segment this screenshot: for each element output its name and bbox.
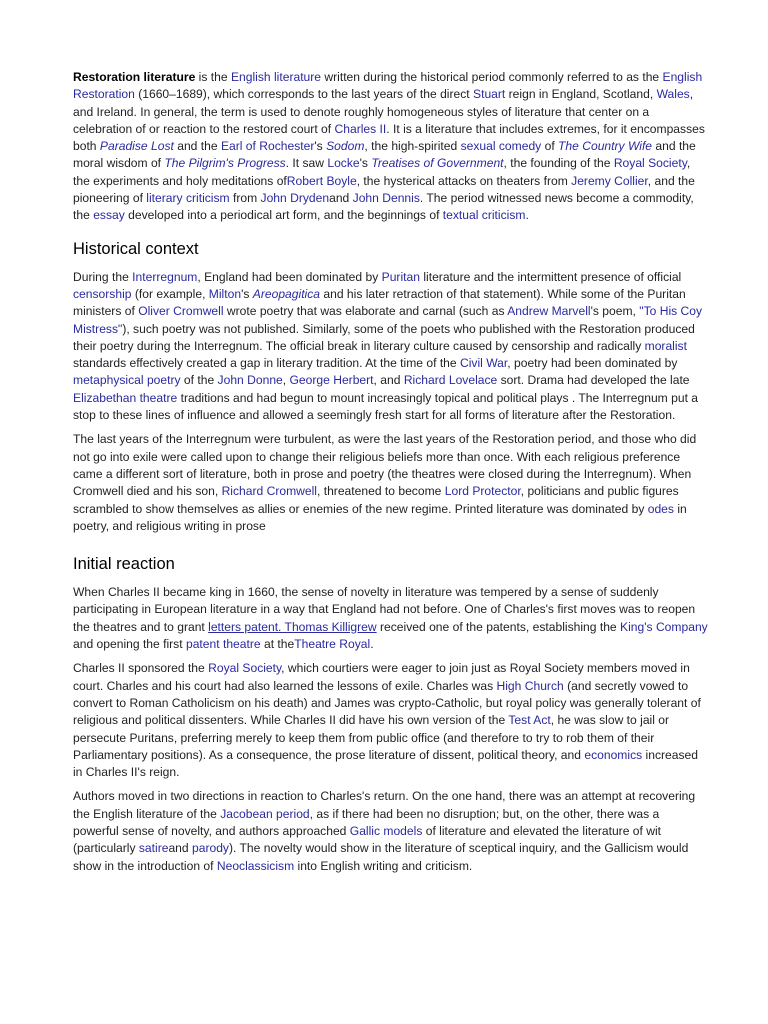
text: increased in Charles II's reign. (73, 747, 698, 780)
link-robert-boyle[interactable]: Robert Boyle (286, 173, 357, 188)
link-areopagitica[interactable] (253, 287, 320, 301)
text: The last years of the Interregnum were turbulent, as were the last years of the Restoration period, and those who did not go into exile were called upon to change their religious beliefs more than once. With each religious preference came a different sort of literature, both in prose and poetry (the theatres were closed during the Interregnum). When Cromwell died and his son, (73, 432, 697, 499)
text: and (329, 191, 353, 206)
text: wrote poetry that was elaborate and carnal (such as (223, 304, 508, 319)
link-john-dennis[interactable]: John Dennis (352, 191, 420, 206)
text: , England had been dominated by (197, 269, 382, 284)
text: and his later retraction of that statement). While some of the Puritan ministers of (73, 286, 686, 319)
text: , threatened to become (317, 484, 445, 499)
link-text: The Pilgrim's Progress (164, 156, 286, 171)
historical-paragraph-2 (73, 431, 708, 535)
link-text: Sodom (326, 139, 365, 154)
text: , and the pioneering of (73, 173, 695, 206)
link-censorship[interactable]: censorship (73, 286, 132, 301)
text: in poetry, and religious writing in prose (73, 501, 687, 533)
text: , as if there had been no disruption; but, on the other, there was a powerful sense of novelty, and authors approached (73, 806, 660, 838)
link-neoclassicism[interactable]: Neoclassicism (216, 858, 295, 873)
historical-paragraph-1 (73, 269, 708, 425)
link-test-act[interactable]: Test Act (508, 713, 551, 728)
text: of (541, 139, 559, 154)
link-sexual-comedy[interactable]: sexual comedy (460, 139, 542, 154)
text: . The period witnessed news become a commodity, the (73, 191, 694, 223)
text: . (370, 637, 374, 652)
text: received one of the patents, establishing the (376, 619, 621, 634)
link-to-his-coy-mistress[interactable]: "To His Coy Mistress" (73, 304, 703, 336)
text: , the high-spirited (364, 139, 461, 154)
link-satire[interactable]: satire (138, 841, 169, 856)
text: Authors moved in two directions in reaction to Charles's return. On the one hand, there was an attempt at recovering the English literature of the (73, 789, 696, 821)
link-parody[interactable]: parody (192, 841, 229, 856)
link-charles-ii[interactable]: Charles II (334, 121, 387, 136)
text: and the (173, 139, 221, 154)
text: , poetry had been dominated by (507, 356, 678, 371)
link-treatises-of-government[interactable] (371, 156, 503, 170)
text: written during the historical period commonly referred to as the (321, 70, 663, 84)
text: traditions and had begun to mount increasingly topical and political plays . The Interregnum put a stop to these lines of influence and allowed a seemingly fresh start for all forms of literature after the Restoration. (73, 390, 699, 423)
text: developed into a periodical art form, and the beginnings of (124, 208, 443, 223)
text: of the (180, 373, 218, 388)
text: is the (195, 70, 231, 84)
text: . (525, 208, 529, 223)
initial-paragraph-3 (73, 788, 708, 874)
text: , the founding of the (503, 156, 614, 171)
text: . It saw (285, 156, 328, 171)
text: 's (359, 156, 372, 171)
text: literature and the intermittent presence of official (419, 269, 682, 284)
link-kings-company[interactable]: King's Company (620, 619, 708, 634)
link-text: Areopagitica (252, 286, 321, 301)
link-letters-patent-thomas-killigrew[interactable]: letters patent. Thomas Killigrew (208, 619, 377, 634)
link-jeremy-collier[interactable]: Jeremy Collier (571, 173, 648, 188)
link-gallic-models[interactable]: Gallic models (349, 823, 423, 838)
link-earl-of-rochester[interactable]: Earl of Rochester (220, 139, 315, 154)
article-subject: Restoration literature (73, 70, 196, 84)
link-high-church[interactable]: High Church (496, 678, 564, 693)
text: and opening the first (73, 637, 186, 652)
link-text: Treatises of Government (371, 156, 504, 171)
link-patent-theatre[interactable]: patent theatre (185, 637, 261, 652)
text: and (168, 841, 192, 856)
text: When Charles II became king in 1660, the sense of novelty in literature was tempered by a sense of suddenly participating in European literature in a way that England had not before. One of Charles's first moves was to reopen the theatres and to grant (73, 585, 696, 634)
text: 's (314, 139, 327, 154)
link-economics[interactable]: economics (584, 747, 643, 762)
link-essay[interactable]: essay (93, 208, 125, 223)
link-english-literature[interactable]: English literature (230, 70, 322, 84)
text: ), such poetry was not published. Similarly, some of the poets who published with the Restoration produced their poetry during the Interregnum. The official break in literary culture caused by censorship and radically (73, 321, 695, 353)
link-odes[interactable]: odes (647, 501, 674, 516)
text: 's (241, 286, 253, 301)
text: of literature and elevated the literature of wit (particularly (73, 823, 662, 856)
link-george-herbert[interactable]: George Herbert (289, 373, 374, 388)
link-sodom[interactable] (326, 139, 364, 153)
text: , politicians and public figures scrambled to show themselves as allies or enemies of the new regime. Printed literature was dominated by (73, 484, 679, 516)
link-john-donne[interactable]: John Donne (217, 373, 283, 388)
link-andrew-marvell[interactable]: Andrew Marvell (507, 304, 591, 319)
text: standards effectively created a gap in literary tradition. At the time of the (73, 356, 460, 371)
text: , the experiments and holy meditations of (73, 156, 691, 188)
link-text: Paradise Lost (99, 139, 174, 154)
link-interregnum[interactable]: Interregnum (132, 269, 198, 284)
text: , the hysterical attacks on theaters from (356, 173, 572, 188)
link-civil-war[interactable]: Civil War (460, 356, 508, 371)
link-milton[interactable]: Milton (208, 286, 242, 301)
link-pilgrims-progress[interactable] (164, 156, 285, 170)
text: (for example, (131, 286, 209, 301)
link-stuart[interactable]: Stuart (473, 87, 506, 102)
text: at the (260, 637, 295, 652)
text: (1660–1689), which corresponds to the last years of the direct (134, 87, 474, 102)
link-english-restoration[interactable]: English Restoration (73, 70, 703, 102)
heading-historical-context: Historical context (73, 239, 199, 258)
text: , and (373, 373, 404, 388)
link-literary-criticism[interactable]: literary criticism (146, 191, 230, 206)
link-royal-society-2[interactable]: Royal Society (208, 661, 282, 676)
text: , which courtiers were eager to join just as Royal Society members moved in court. Charles and his court had also learned the lessons of exile. Charles was (73, 661, 690, 693)
text: reign in England, Scotland, (505, 87, 657, 102)
text: , (282, 373, 290, 388)
text: into English writing and criticism. (294, 858, 473, 873)
text: , he was slow to jail or persecute Puritans, preferring merely to keep them from public office (and therefore to try to rob them of their Parliamentary positions). As a consequence, the prose literature of dissent, political theory, and (73, 713, 670, 762)
text: sort. Drama had developed the late (497, 373, 690, 388)
link-the-country-wife[interactable] (558, 139, 652, 153)
link-richard-cromwell[interactable]: Richard Cromwell (221, 484, 317, 499)
initial-paragraph-1 (73, 584, 708, 653)
link-john-dryden[interactable]: John Dryden (260, 191, 330, 206)
link-lord-protector[interactable]: Lord Protector (444, 484, 521, 499)
link-jacobean-period[interactable]: Jacobean period (220, 806, 310, 821)
link-locke[interactable]: Locke (327, 156, 360, 171)
intro-paragraph (73, 69, 708, 225)
link-metaphysical-poetry[interactable]: metaphysical poetry (73, 373, 181, 388)
link-royal-society[interactable]: Royal Society (613, 156, 687, 171)
link-moralist[interactable]: moralist (644, 338, 687, 353)
initial-paragraph-2 (73, 660, 708, 781)
text: ). The novelty would show in the literature of sceptical inquiry, and the Gallicism would show in the introduction of (73, 841, 689, 873)
text: , and Ireland. In general, the term is used to denote roughly homogeneous styles of literature that center on a celebration of or reaction to the restored court of (73, 87, 694, 136)
text: Charles II sponsored the (73, 661, 209, 676)
text: . It is a literature that includes extremes, for it encompasses both (73, 121, 705, 154)
text: 's poem, (590, 304, 640, 319)
link-elizabethan-theatre[interactable]: Elizabethan theatre (73, 390, 178, 405)
link-textual-criticism[interactable]: textual criticism (442, 208, 526, 223)
text: During the (73, 269, 133, 284)
link-puritan[interactable]: Puritan (381, 269, 420, 284)
link-richard-lovelace[interactable]: Richard Lovelace (403, 373, 498, 388)
link-theatre-royal[interactable]: Theatre Royal (294, 637, 371, 652)
link-text: The Country Wife (558, 139, 653, 154)
text: (and secretly vowed to convert to Roman Catholicism on his death) and James was crypto-Catholic, but royal policy was generally tolerant of religious and political dissenters. While Charles II did have his own version of the (73, 678, 701, 728)
heading-initial-reaction: Initial reaction (73, 555, 175, 574)
link-wales[interactable]: Wales (656, 87, 690, 102)
link-oliver-cromwell[interactable]: Oliver Cromwell (138, 304, 224, 319)
text: and the moral wisdom of (73, 139, 696, 171)
link-paradise-lost[interactable] (100, 139, 174, 153)
text: from (229, 191, 261, 206)
